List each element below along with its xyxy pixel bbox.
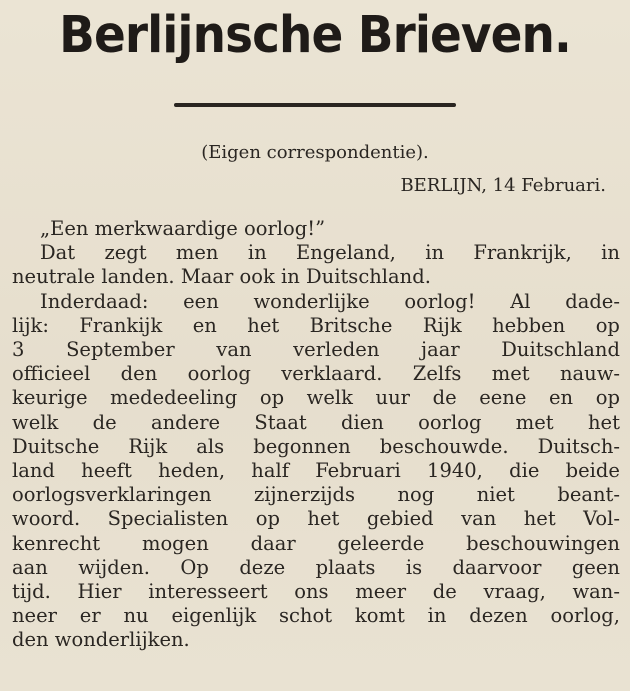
body-word: en bbox=[549, 386, 574, 410]
body-word: mogen bbox=[141, 531, 209, 555]
body-word: tijd. bbox=[12, 580, 51, 604]
body-word: het bbox=[247, 313, 280, 337]
body-word: kenrecht bbox=[12, 531, 101, 555]
body-word: oorlogsverklaringen bbox=[12, 483, 212, 507]
body-word: nog bbox=[397, 483, 435, 507]
body-word: neer bbox=[12, 604, 57, 628]
body-line: „Een merkwaardige oorlog!” bbox=[40, 217, 326, 240]
body-word: in bbox=[425, 241, 444, 265]
body-word: uur bbox=[375, 386, 410, 410]
body-word: begonnen bbox=[253, 434, 351, 458]
body-word: hebben bbox=[492, 313, 566, 337]
body-line bbox=[12, 314, 620, 338]
body-line bbox=[12, 507, 620, 531]
body-word: het bbox=[587, 410, 620, 434]
body-word: van bbox=[216, 338, 252, 362]
body-word: schot bbox=[278, 604, 333, 628]
body-word: van bbox=[461, 507, 497, 531]
dateline: BERLIJN, 14 Februari. bbox=[400, 175, 606, 196]
body-word: officieel bbox=[12, 362, 91, 386]
body-word: dien bbox=[341, 410, 384, 434]
body-word: nauw- bbox=[559, 362, 620, 386]
body-word: eene bbox=[479, 386, 527, 410]
body-word: jaar bbox=[421, 338, 460, 362]
body-word: men bbox=[175, 241, 219, 265]
body-word: Inderdaad: bbox=[40, 289, 149, 313]
body-word: beant- bbox=[557, 483, 620, 507]
body-line bbox=[12, 604, 620, 628]
body-word: lijk: bbox=[12, 313, 49, 337]
body-word: meer bbox=[355, 580, 407, 604]
body-word: mededeeling bbox=[110, 386, 238, 410]
body-line bbox=[12, 483, 620, 507]
body-word: de bbox=[432, 580, 457, 604]
body-word: Duitschland bbox=[501, 338, 620, 362]
body-word: beschouwingen bbox=[466, 531, 620, 555]
body-word: vraag, bbox=[483, 580, 546, 604]
body-word: Specialisten bbox=[107, 507, 229, 531]
body-line bbox=[12, 338, 620, 362]
body-line bbox=[12, 435, 620, 459]
body-word: oorlog! bbox=[404, 289, 476, 313]
body-word: als bbox=[196, 434, 225, 458]
body-word: niet bbox=[476, 483, 515, 507]
byline: (Eigen correspondentie). bbox=[201, 142, 429, 163]
body-word: zijnerzijds bbox=[253, 483, 356, 507]
body-word: oorlog bbox=[187, 362, 251, 386]
body-word: Februari bbox=[315, 459, 401, 483]
body-word: zegt bbox=[104, 241, 147, 265]
body-word: land bbox=[12, 459, 55, 483]
body-word: welk bbox=[12, 410, 59, 434]
body-word: geen bbox=[571, 555, 620, 579]
body-word: oorlog, bbox=[550, 604, 620, 628]
headline-rule bbox=[174, 103, 456, 107]
body-word: er bbox=[79, 604, 101, 628]
body-word: woord. bbox=[12, 507, 81, 531]
body-word: Vol- bbox=[583, 507, 620, 531]
body-word: het bbox=[523, 507, 556, 531]
body-word: Zelfs bbox=[412, 362, 462, 386]
body-line bbox=[12, 386, 620, 410]
body-word: dezen bbox=[469, 604, 528, 628]
body-word: wan- bbox=[572, 580, 620, 604]
body-word: andere bbox=[150, 410, 221, 434]
body-word: op bbox=[595, 313, 620, 337]
body-line bbox=[12, 532, 620, 556]
body-word: wijden. bbox=[78, 555, 150, 579]
body-word: Hier bbox=[77, 580, 122, 604]
body-word: en bbox=[192, 313, 217, 337]
body-word: dade- bbox=[565, 289, 620, 313]
body-word: wonderlijke bbox=[253, 289, 370, 313]
body-word: Rijk bbox=[128, 434, 168, 458]
body-word: Britsche bbox=[309, 313, 393, 337]
body-word: heden, bbox=[158, 459, 226, 483]
body-word: nu bbox=[123, 604, 149, 628]
body-word: op bbox=[255, 507, 280, 531]
body-word: verklaard. bbox=[281, 362, 383, 386]
body-word: 3 bbox=[12, 338, 25, 362]
body-word: plaats bbox=[315, 555, 376, 579]
body-word: met bbox=[491, 362, 530, 386]
body-word: aan bbox=[12, 555, 48, 579]
body-word: met bbox=[515, 410, 554, 434]
body-word: 1940, bbox=[427, 459, 483, 483]
body-line bbox=[12, 556, 620, 580]
body-word: verleden bbox=[293, 338, 380, 362]
body-word: de bbox=[432, 386, 457, 410]
body-line bbox=[12, 411, 620, 435]
body-word: Dat bbox=[40, 241, 76, 265]
body-word: interesseert bbox=[148, 580, 268, 604]
body-word: daar bbox=[250, 531, 296, 555]
body-word: September bbox=[66, 338, 175, 362]
body-word: deze bbox=[239, 555, 286, 579]
body-word: den bbox=[120, 362, 158, 386]
body-word: daarvoor bbox=[452, 555, 542, 579]
body-word: beschouwde. bbox=[379, 434, 509, 458]
headline: Berlijnsche Brieven. bbox=[59, 6, 571, 65]
body-word: in bbox=[247, 241, 267, 265]
body-word: welk bbox=[306, 386, 353, 410]
body-word: Frankrijk, bbox=[473, 241, 572, 265]
body-word: eigenlijk bbox=[171, 604, 257, 628]
body-line bbox=[12, 362, 620, 386]
body-word: Duitsche bbox=[12, 434, 100, 458]
body-word: gebied bbox=[366, 507, 434, 531]
body-line: neutrale landen. Maar ook in Duitschland. bbox=[12, 265, 431, 289]
body-word: Staat bbox=[254, 410, 307, 434]
body-word: die bbox=[509, 459, 540, 483]
body-word: Engeland, bbox=[295, 241, 396, 265]
body-word: Op bbox=[180, 555, 209, 579]
article-body bbox=[12, 217, 620, 653]
body-word: is bbox=[405, 555, 423, 579]
body-line bbox=[12, 241, 620, 265]
body-word: een bbox=[183, 289, 219, 313]
body-word: de bbox=[92, 410, 117, 434]
body-word: heeft bbox=[81, 459, 132, 483]
body-word: in bbox=[601, 241, 620, 265]
body-word: Frankijk bbox=[79, 313, 163, 337]
body-word: ons bbox=[294, 580, 329, 604]
body-word: Duitsch- bbox=[537, 434, 620, 458]
body-word: komt bbox=[354, 604, 405, 628]
body-line bbox=[12, 580, 620, 604]
body-word: oorlog bbox=[418, 410, 482, 434]
body-line bbox=[12, 459, 620, 483]
body-word: in bbox=[427, 604, 447, 628]
body-word: het bbox=[307, 507, 340, 531]
body-line: den wonderlijken. bbox=[12, 628, 190, 652]
body-word: beide bbox=[565, 459, 620, 483]
body-word: keurige bbox=[12, 386, 88, 410]
body-word: geleerde bbox=[337, 531, 425, 555]
body-line bbox=[12, 290, 620, 314]
body-word: op bbox=[595, 386, 620, 410]
body-word: op bbox=[259, 386, 285, 410]
body-word: Al bbox=[510, 289, 531, 313]
body-word: half bbox=[251, 459, 289, 483]
body-word: Rijk bbox=[422, 313, 462, 337]
